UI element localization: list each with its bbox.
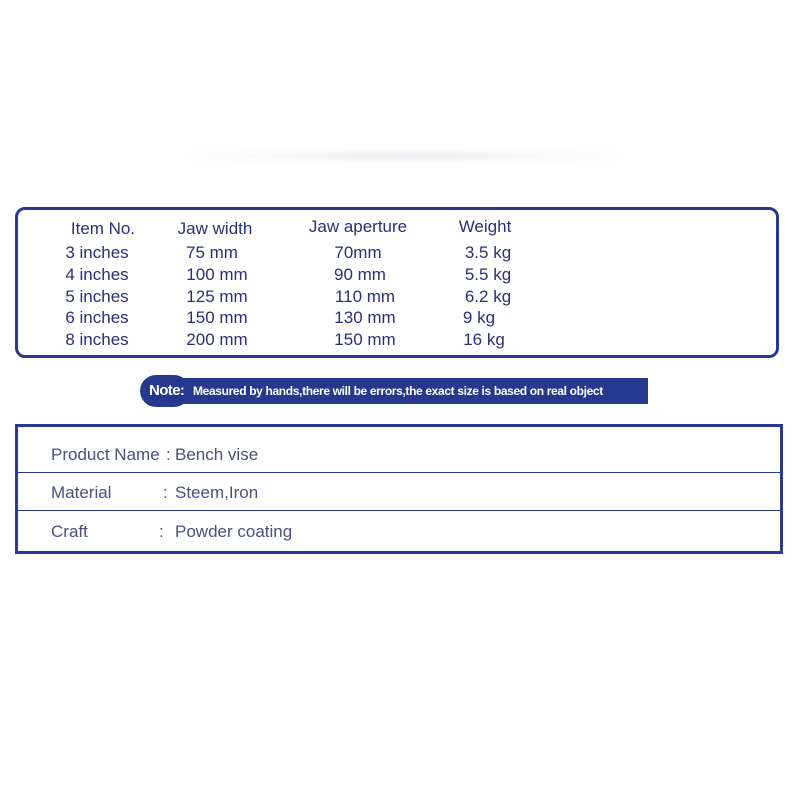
info-row-craft [18,512,780,550]
info-separator: : [159,522,164,541]
cell-item-no: 8 inches [65,330,129,349]
spec-table-box [15,207,779,358]
info-value: Powder coating [175,522,293,541]
info-key: Craft [51,522,88,541]
info-key: Material [51,483,112,502]
cell-jaw-aperture: 130 mm [334,308,396,327]
note-text: Measured by hands,there will be errors,the exact size is based on real object [193,384,603,398]
cell-jaw-width: 75 mm [186,243,238,262]
cell-item-no: 3 inches [65,243,129,262]
cell-weight: 3.5 kg [464,243,512,262]
cell-jaw-aperture: 110 mm [334,287,396,306]
info-row-product-name [18,435,780,473]
info-value: Steem,Iron [175,483,259,502]
faint-header-band [180,152,630,160]
note-banner [140,378,648,404]
cell-weight: 9 kg [462,308,496,327]
info-key: Product Name [51,445,160,464]
cell-weight: 6.2 kg [464,287,512,306]
header-weight: Weight [458,217,512,236]
cell-jaw-aperture: 150 mm [334,330,396,349]
cell-jaw-width: 150 mm [186,308,248,327]
header-jaw-width: Jaw width [177,219,253,238]
cell-item-no: 6 inches [65,308,129,327]
info-row-material [18,473,780,511]
header-item-no: Item No. [70,219,136,238]
cell-jaw-width: 200 mm [186,330,248,349]
header-jaw-aperture: Jaw aperture [308,217,408,236]
info-value: Bench vise [175,445,259,464]
cell-jaw-width: 125 mm [186,287,248,306]
cell-jaw-aperture: 70mm [334,243,382,262]
note-label: Note: [149,382,185,399]
info-separator: : [166,445,171,464]
cell-item-no: 5 inches [65,287,129,306]
product-info-box [15,424,783,554]
cell-item-no: 4 inches [65,265,129,284]
cell-jaw-width: 100 mm [186,265,248,284]
info-separator: : [163,483,168,502]
cell-jaw-aperture: 90 mm [334,265,386,284]
cell-weight: 16 kg [463,330,505,349]
cell-weight: 5.5 kg [464,265,512,284]
